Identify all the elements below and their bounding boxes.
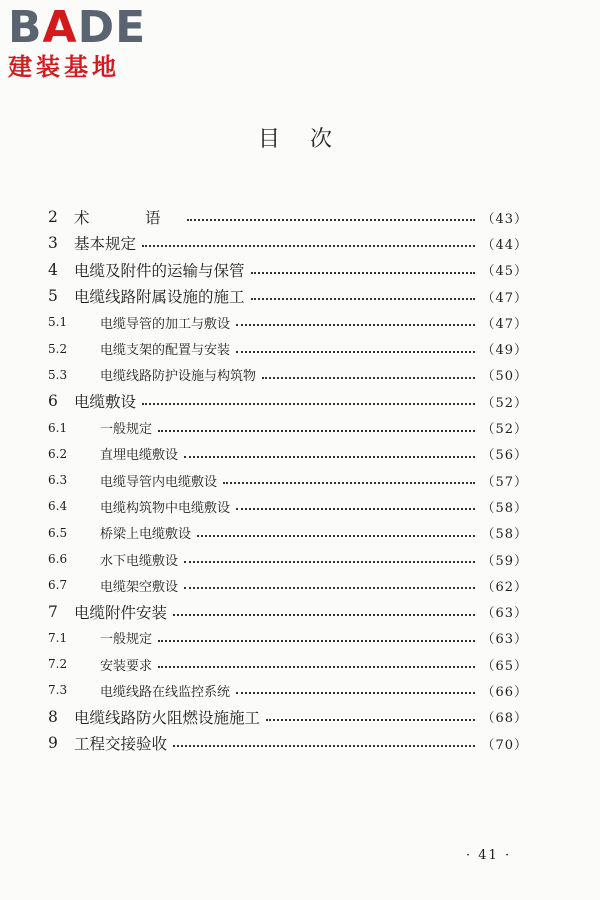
toc-entry-page: （49）: [481, 343, 528, 359]
toc-entry[interactable]: [48, 625, 528, 651]
toc-entry-number: 6.6: [48, 552, 68, 566]
dot-leader: [236, 680, 475, 694]
dot-leader: [251, 286, 476, 300]
dot-leader: [187, 207, 476, 221]
toc-entry-title: 电缆附件安装: [74, 603, 168, 622]
logo-letters-start: B: [8, 2, 43, 53]
toc-entry-page: （44）: [481, 237, 528, 253]
toc-entry-title: 工程交接验收: [74, 735, 168, 754]
toc-entry-page: （52）: [481, 422, 528, 438]
logo-subtitle: 建装基地: [8, 53, 120, 81]
toc-entry-page: （43）: [481, 211, 528, 227]
toc-entry[interactable]: [48, 651, 528, 677]
toc-entry-number: 6: [48, 392, 58, 411]
toc-entry-page: （47）: [481, 316, 528, 332]
toc-entry-number: 7.1: [48, 630, 68, 645]
toc-entry[interactable]: [48, 230, 528, 256]
toc-entry[interactable]: [48, 335, 528, 361]
dot-leader: [236, 312, 475, 326]
table-of-contents: [48, 204, 528, 756]
toc-entry[interactable]: [48, 441, 528, 467]
dot-leader: [266, 707, 475, 721]
toc-entry-title: 水下电缆敷设: [100, 553, 179, 569]
dot-leader: [236, 496, 475, 510]
logo-wordmark: [8, 2, 178, 53]
toc-entry-page: （62）: [481, 579, 528, 595]
dot-leader: [142, 391, 475, 405]
toc-entry-title: 安装要求: [100, 658, 153, 674]
dot-leader: [184, 549, 475, 563]
toc-entry-page: （63）: [481, 606, 528, 622]
toc-entry[interactable]: [48, 704, 528, 730]
logo-letter-accent: A: [42, 2, 78, 53]
toc-entry[interactable]: [48, 520, 528, 546]
toc-entry[interactable]: [48, 388, 528, 414]
toc-entry-title: 基本规定: [74, 235, 137, 254]
toc-entry-page: （66）: [481, 684, 528, 700]
bade-logo: [8, 2, 178, 82]
toc-entry-page: （58）: [481, 500, 528, 516]
dot-leader: [197, 523, 475, 537]
toc-entry-number: 7: [48, 602, 58, 621]
dot-leader: [158, 628, 475, 642]
dot-leader: [251, 260, 476, 274]
dot-leader: [158, 418, 475, 432]
toc-entry-number: 6.4: [48, 499, 68, 514]
toc-entry-page: （52）: [481, 395, 528, 411]
toc-entry-title: 电缆构筑物中电缆敷设: [100, 500, 231, 516]
page-number: · 41 ·: [466, 848, 512, 863]
toc-entry-title: 电缆及附件的运输与保管: [74, 261, 245, 280]
toc-entry[interactable]: [48, 283, 528, 309]
toc-entry-title: 术 语: [74, 209, 181, 228]
dot-leader: [173, 733, 475, 747]
toc-entry[interactable]: [48, 493, 528, 519]
toc-entry[interactable]: [48, 546, 528, 572]
toc-entry[interactable]: [48, 362, 528, 388]
toc-entry-title: 一般规定: [100, 422, 153, 438]
toc-entry-page: （47）: [481, 290, 528, 306]
toc-entry-number: 3: [48, 234, 58, 253]
toc-entry-title: 电缆线路在线监控系统: [100, 684, 231, 700]
dot-leader: [184, 575, 475, 589]
toc-entry-page: （70）: [481, 737, 528, 753]
toc-entry-title: 电缆线路附属设施的施工: [74, 288, 245, 307]
logo-letters-end: DE: [77, 2, 147, 53]
toc-entry-number: 5.1: [48, 315, 68, 330]
dot-leader: [173, 602, 475, 616]
toc-entry[interactable]: [48, 730, 528, 756]
toc-entry-number: 4: [48, 260, 58, 279]
toc-entry-number: 6.3: [48, 473, 68, 488]
toc-entry-page: （58）: [481, 527, 528, 543]
toc-entry[interactable]: [48, 598, 528, 624]
toc-entry-page: （57）: [481, 474, 528, 490]
toc-entry[interactable]: [48, 257, 528, 283]
toc-entry-title: 桥梁上电缆敷设: [100, 527, 192, 543]
toc-entry-number: 7.2: [48, 657, 68, 672]
toc-entry-title: 直埋电缆敷设: [100, 448, 179, 464]
toc-entry-title: 电缆线路防火阻燃设施施工: [74, 708, 261, 727]
toc-entry-page: （45）: [481, 264, 528, 280]
toc-entry-title: 电缆导管内电缆敷设: [100, 474, 218, 490]
toc-entry-page: （59）: [481, 553, 528, 569]
toc-entry-title: 电缆架空敷设: [100, 579, 179, 595]
toc-entry[interactable]: [48, 467, 528, 493]
toc-entry-number: 7.3: [48, 683, 68, 698]
dot-leader: [236, 339, 475, 353]
toc-entry-page: （65）: [481, 658, 528, 674]
toc-entry-title: 电缆线路防护设施与构筑物: [100, 369, 257, 385]
toc-entry-number: 6.5: [48, 525, 68, 540]
toc-entry[interactable]: [48, 204, 528, 230]
dot-leader: [262, 365, 475, 379]
toc-entry[interactable]: [48, 677, 528, 703]
toc-entry-number: 8: [48, 707, 58, 726]
toc-entry-number: 6.2: [48, 446, 68, 461]
toc-entry-page: （68）: [481, 711, 528, 727]
dot-leader: [184, 444, 475, 458]
toc-entry-number: 5: [48, 287, 58, 306]
toc-entry-title: 电缆支架的配置与安装: [100, 343, 231, 359]
toc-entry[interactable]: [48, 309, 528, 335]
toc-entry-page: （50）: [481, 369, 528, 385]
dot-leader: [158, 654, 475, 668]
toc-entry-page: （56）: [481, 448, 528, 464]
toc-entry[interactable]: [48, 572, 528, 598]
toc-entry[interactable]: [48, 414, 528, 440]
toc-entry-number: 5.3: [48, 367, 68, 382]
toc-entry-number: 2: [48, 208, 58, 227]
toc-entry-title: 电缆敷设: [74, 393, 137, 412]
toc-entry-page: （63）: [481, 632, 528, 648]
dot-leader: [142, 233, 475, 247]
toc-entry-number: 6.7: [48, 578, 68, 593]
dot-leader: [223, 470, 475, 484]
toc-entry-title: 电缆导管的加工与敷设: [100, 316, 231, 332]
toc-entry-number: 9: [48, 734, 58, 753]
toc-entry-number: 6.1: [48, 420, 68, 435]
toc-entry-title: 一般规定: [100, 632, 153, 648]
toc-entry-number: 5.2: [48, 341, 68, 356]
page-title: 目次: [257, 127, 362, 152]
